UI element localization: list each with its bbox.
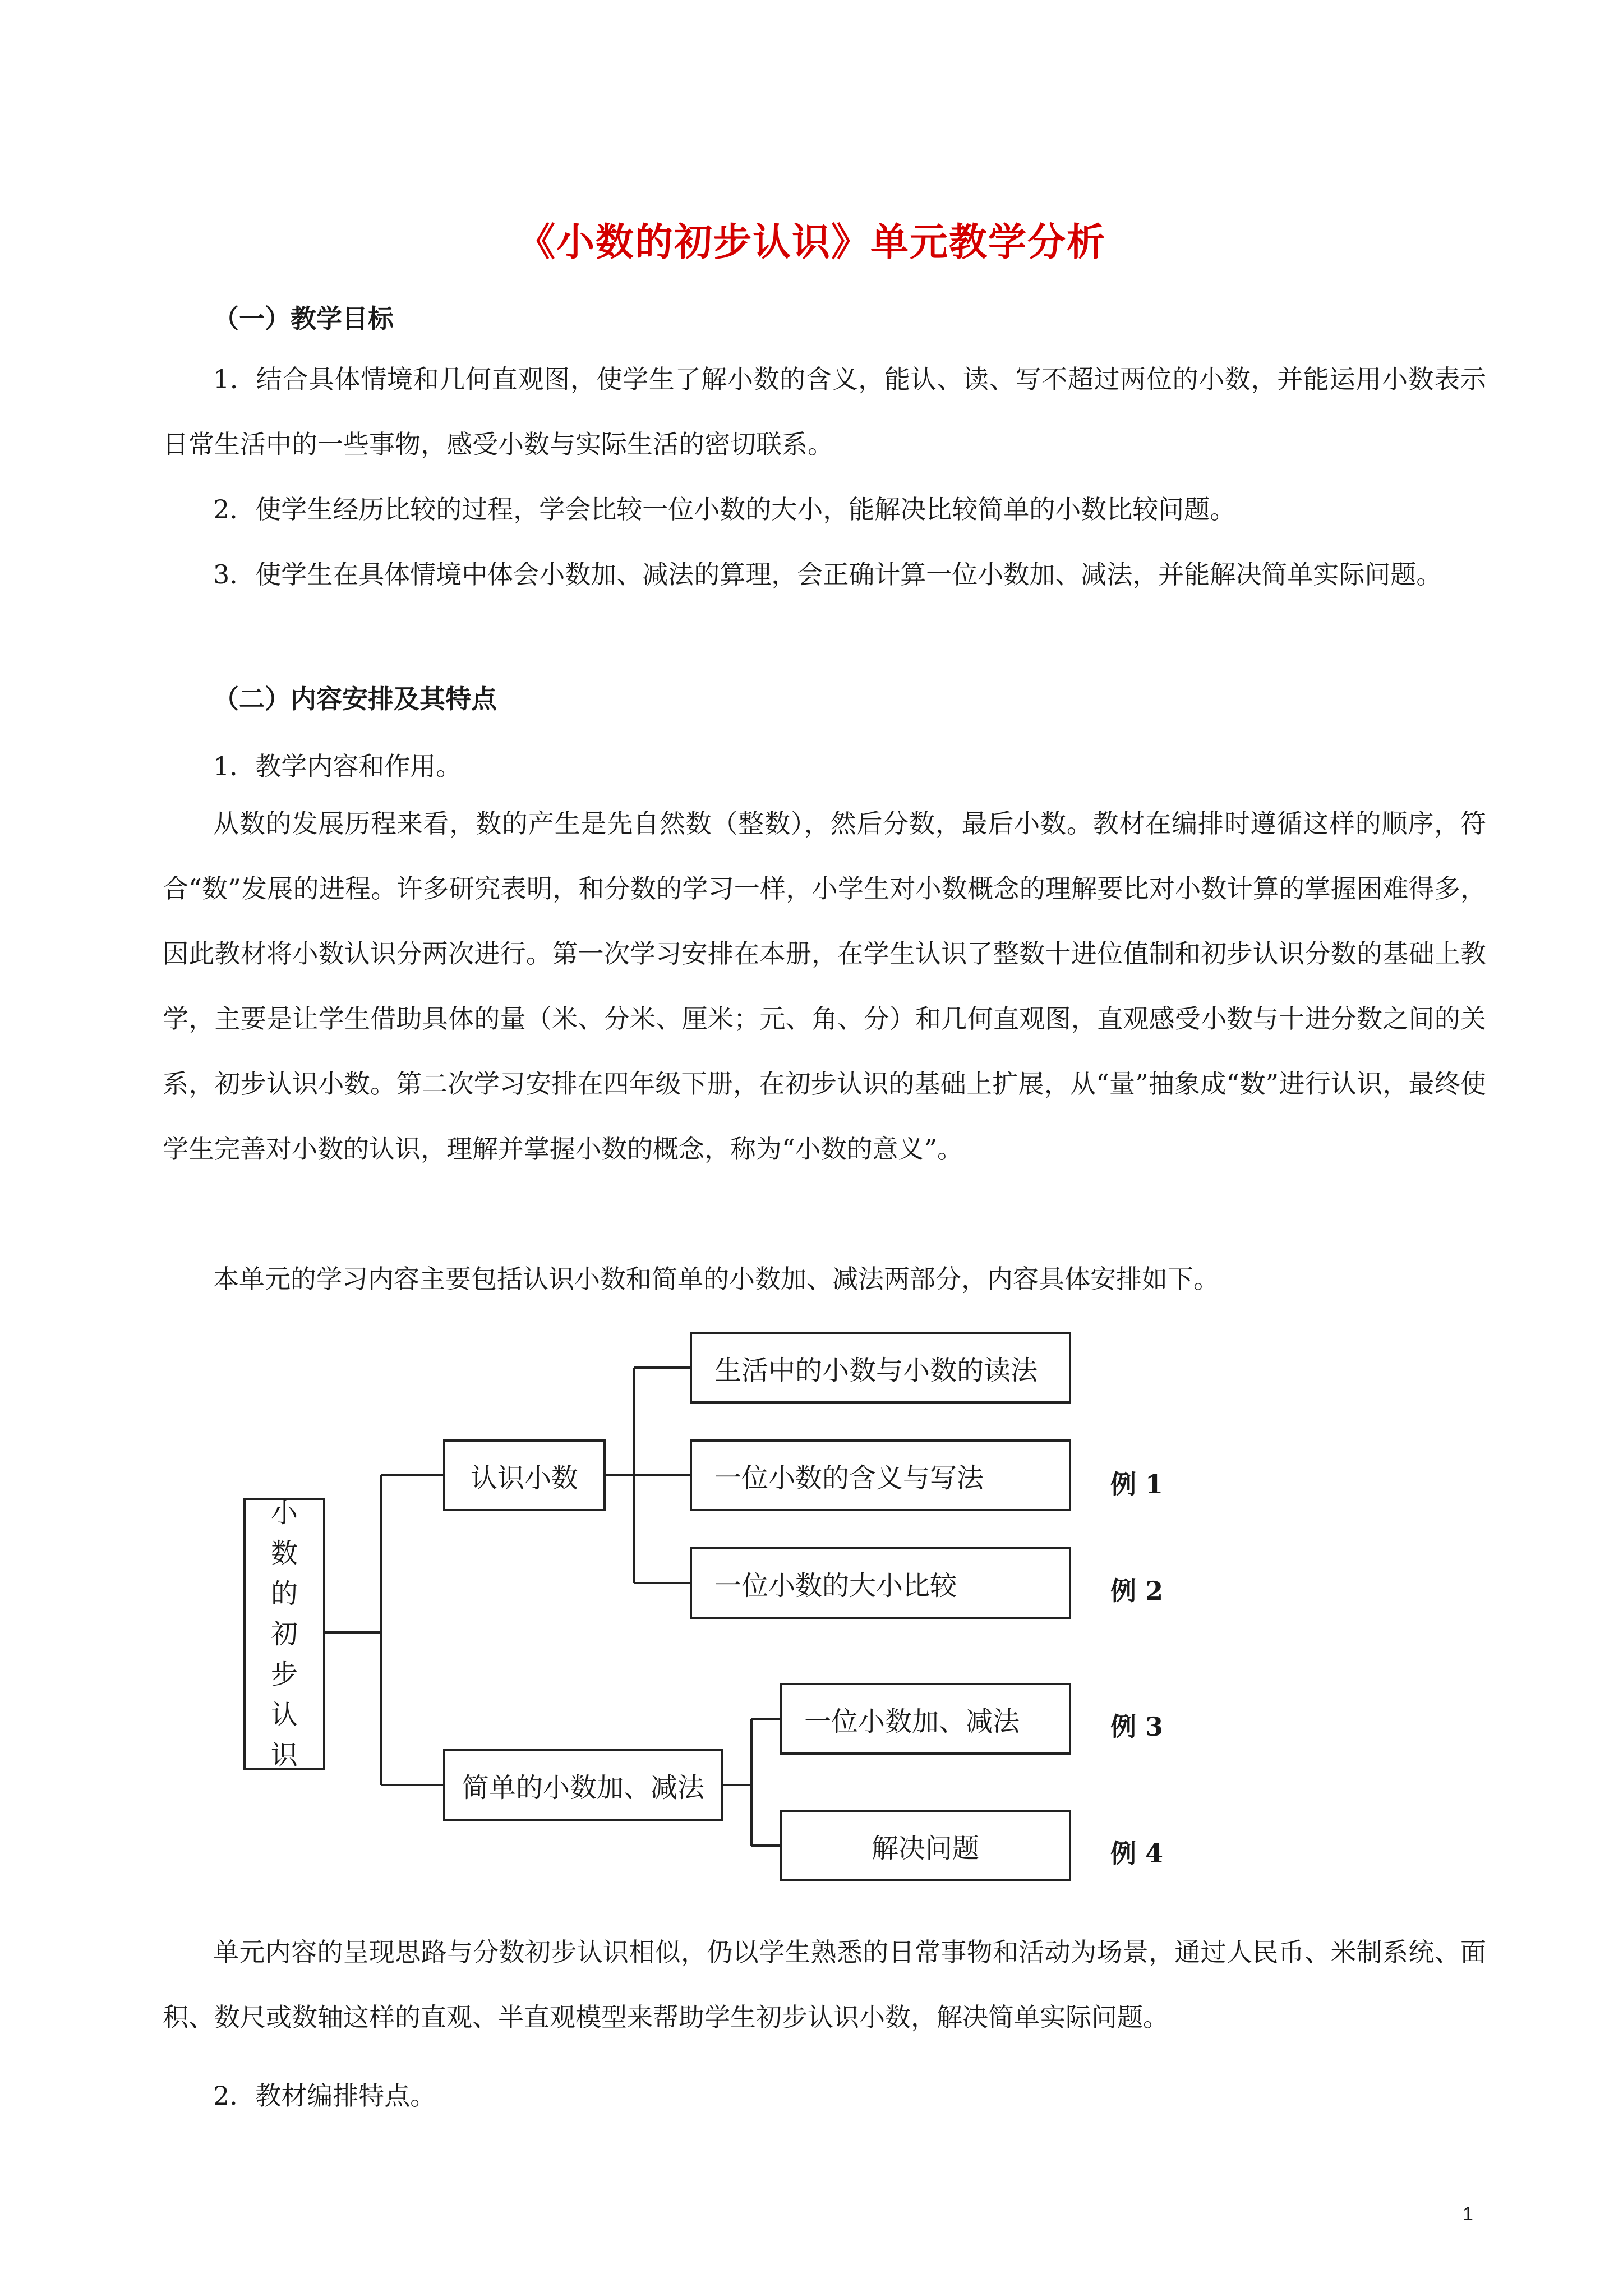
leaf-box-decimal-meaning: 一位小数的含义与写法 xyxy=(690,1439,1071,1511)
paragraph-presentation-approach: 单元内容的呈现思路与分数初步认识相似，仍以学生熟悉的日常事物和活动为场景，通过人民币、米制系统、面积、数尺或数轴这样的直观、半直观模型来帮助学生初步认识小数，解决简单实际问题。 xyxy=(163,1937,1486,2032)
subheading-content-role: 1．教学内容和作用。 xyxy=(213,751,462,781)
example-label-3: 例 3 xyxy=(1110,1711,1164,1742)
leaf-box-reading-decimals: 生活中的小数与小数的读法 xyxy=(690,1332,1071,1404)
page-number: 1 xyxy=(1463,2203,1473,2225)
page-title: 《小数的初步认识》单元教学分析 xyxy=(517,220,1106,265)
subheading-arrangement-features: 2．教材编排特点。 xyxy=(213,2081,436,2111)
example-label-2: 例 2 xyxy=(1110,1576,1164,1606)
branch-box-simple-add-subtract: 简单的小数加、减法 xyxy=(443,1749,723,1821)
paragraph-unit-content: 本单元的学习内容主要包括认识小数和简单的小数加、减法两部分，内容具体安排如下。 xyxy=(213,1264,1219,1294)
root-char: 认 xyxy=(270,1699,298,1731)
section-heading-content: （二）内容安排及其特点 xyxy=(213,684,497,714)
branch-box-recognize-decimals: 认识小数 xyxy=(443,1439,606,1511)
root-char: 初 xyxy=(270,1618,298,1650)
goal-item-1: 1．结合具体情境和几何直观图，使学生了解小数的含义，能认、读、写不超过两位的小数，并能运用小数表示日常生活中的一些事物，感受小数与实际生活的密切联系。 xyxy=(163,364,1486,459)
example-label-1: 例 1 xyxy=(1110,1469,1164,1499)
diagram-root-box xyxy=(243,1498,325,1770)
paragraph-number-history: 从数的发展历程来看，数的产生是先自然数（整数），然后分数，最后小数。教材在编排时遵循这样的顺序，符合“数”发展的进程。许多研究表明，和分数的学习一样，小学生对小数概念的理解要比对小数计算的掌握困难得多，因此教材将小数认识分两次进行。第一次学习安排在本册，在学生认识了整数十进位值制和初步认识分数的基础上教学，主要是让学生借助具体的量（米、分米、厘米；元、角、分）和几何直观图，直观感受小数与十进分数之间的关系，初步认识小数。第二次学习安排在四年级下册，在初步认识的基础上扩展，从“量”抽象成“数”进行认识，最终使学生完善对小数的认识，理解并掌握小数的概念，称为“小数的意义”。 xyxy=(163,808,1486,1164)
root-char: 步 xyxy=(270,1659,298,1690)
root-char: 识 xyxy=(270,1740,298,1771)
root-char: 数 xyxy=(270,1538,298,1569)
goal-item-2: 2．使学生经历比较的过程，学会比较一位小数的大小，能解决比较简单的小数比较问题。 xyxy=(213,494,1236,524)
leaf-box-decimal-add-subtract: 一位小数加、减法 xyxy=(780,1683,1071,1755)
leaf-box-problem-solving: 解决问题 xyxy=(780,1810,1071,1881)
section-heading-goals: （一）教学目标 xyxy=(213,303,394,334)
goal-item-3: 3．使学生在具体情境中体会小数加、减法的算理，会正确计算一位小数加、减法，并能解决简单实际问题。 xyxy=(213,559,1442,590)
root-char: 的 xyxy=(270,1578,298,1609)
example-label-4: 例 4 xyxy=(1110,1838,1164,1869)
root-char: 小 xyxy=(270,1497,298,1529)
leaf-box-decimal-comparison: 一位小数的大小比较 xyxy=(690,1547,1071,1619)
